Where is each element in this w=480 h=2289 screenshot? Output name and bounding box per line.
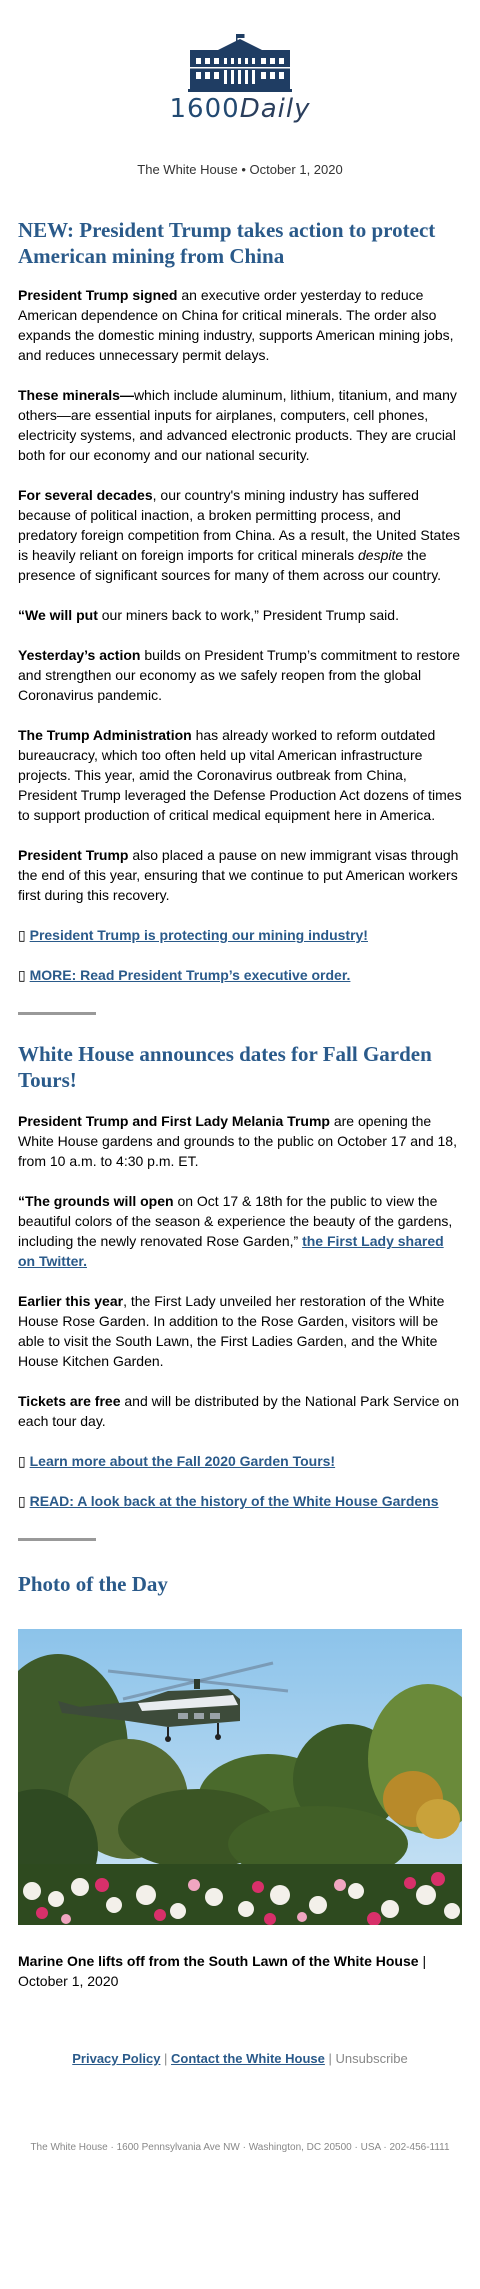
bullet-icon: ▯ — [18, 1493, 26, 1509]
privacy-policy-link[interactable]: Privacy Policy — [72, 2051, 161, 2066]
garden-tours-link[interactable]: Learn more about the Fall 2020 Garden Tours! — [29, 1453, 336, 1469]
contact-link[interactable]: Contact the White House — [171, 2051, 325, 2066]
story-1-headline: NEW: President Trump takes action to protect American mining from China — [18, 218, 436, 268]
story-2-headline: White House announces dates for Fall Garden Tours! — [18, 1042, 432, 1092]
story-1-paragraph: “We will put our miners back to work,” President Trump said. — [18, 607, 399, 623]
logo-number: 1600 — [169, 94, 240, 124]
dateline: The White House • October 1, 2020 — [137, 162, 343, 177]
footer-separator: | — [324, 2051, 336, 2066]
story-1-paragraph: President Trump signed an executive order yesterday to reduce American dependence on China for critical minerals. The order also expands the domestic mining industry, supports American mining jobs, and reduces unnecessary permit delays. — [18, 287, 454, 363]
story-2-link-row — [18, 1451, 462, 1471]
header — [0, 0, 480, 124]
main-content — [0, 217, 480, 2153]
story-1-paragraph: President Trump also placed a pause on new immigrant visas through the end of this year, ensuring that we continue to put American workers first during this recovery. — [18, 847, 459, 903]
garden-history-link[interactable]: READ: A look back at the history of the White House Gardens — [29, 1493, 439, 1509]
logo-word: Daily — [239, 94, 311, 124]
photo-of-the-day — [18, 1629, 462, 1925]
white-house-logo-icon — [188, 34, 292, 92]
section-divider — [18, 1538, 96, 1541]
photo-headline: Photo of the Day — [18, 1572, 168, 1596]
executive-order-link[interactable]: MORE: Read President Trump’s executive order. — [29, 967, 351, 983]
story-1-paragraph: Yesterday’s action builds on President Trump’s commitment to restore and strengthen our economy as we safely reopen from the global Coronavirus pandemic. — [18, 647, 460, 703]
story-2-paragraph: “The grounds will open on Oct 17 & 18th for the public to view the beautiful colors of the season & experience the beauty of the gardens, including the newly renovated Rose Garden,” the First Lady shared on Twitter. — [18, 1193, 453, 1269]
story-2-link-row — [18, 1491, 462, 1511]
section-divider — [18, 1012, 96, 1015]
story-1-paragraph: The Trump Administration has already worked to reform outdated bureaucracy, which too often held up vital American infrastructure projects. This year, amid the Coronavirus outbreak from China, President Trump leveraged the Defense Production Act dozens of times to support production of critical medical equipment here in America. — [18, 727, 462, 823]
story-2-paragraph: President Trump and First Lady Melania Trump are opening the White House gardens and grounds to the public on October 17 and 18, from 10 a.m. to 4:30 p.m. ET. — [18, 1113, 457, 1169]
bullet-icon: ▯ — [18, 1453, 26, 1469]
footer-separator: | — [160, 2051, 172, 2066]
photo-caption: Marine One lifts off from the South Lawn of the White House | October 1, 2020 — [18, 1953, 427, 1989]
first-lady-twitter-link[interactable]: the First Lady shared on Twitter. — [18, 1233, 444, 1269]
story-2-paragraph: Tickets are free and will be distributed by the National Park Service on each tour day. — [18, 1393, 459, 1429]
unsubscribe-link[interactable]: Unsubscribe — [335, 2051, 408, 2066]
bullet-icon: ▯ — [18, 927, 26, 943]
story-1-link-row — [18, 925, 462, 945]
bullet-icon: ▯ — [18, 967, 26, 983]
story-1-paragraph: For several decades, our country's mining industry has suffered because of political inaction, a broken permitting process, and predatory foreign competition from China. As a result, the United States is heavily reliant on foreign imports for critical minerals despite the presence of significant sources for many of them across our country. — [18, 487, 461, 583]
logo-wordmark — [0, 94, 480, 124]
story-1-paragraph: These minerals—which include aluminum, lithium, titanium, and many others—are essential inputs for airplanes, computers, cell phones, electricity systems, and advanced electronic products. They are crucial both for our economy and our national security. — [18, 387, 457, 463]
marine-one-photo-image — [18, 1629, 462, 1925]
footer-links — [18, 2051, 462, 2066]
footer-address: The White House · 1600 Pennsylvania Ave NW · Washington, DC 20500 · USA · 202-456-1111 — [30, 2142, 450, 2153]
story-2-paragraph: Earlier this year, the First Lady unveiled her restoration of the White House Rose Garden. In addition to the Rose Garden, visitors will be able to visit the South Lawn, the First Ladies Garden, and the White House Kitchen Garden. — [18, 1293, 445, 1369]
mining-industry-link[interactable]: President Trump is protecting our mining industry! — [29, 927, 368, 943]
story-1-link-row — [18, 965, 462, 985]
